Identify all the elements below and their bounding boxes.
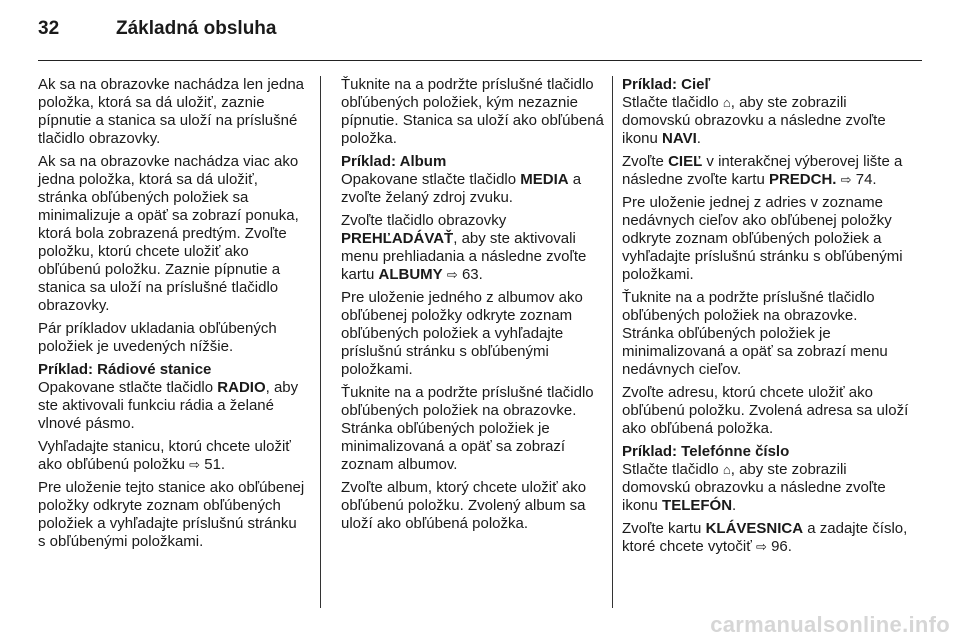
page-reference[interactable]: 96. [771,538,792,555]
text: Vyhľadajte stanicu, ktorú chcete uložiť ako obľúbenú položku [38,438,291,473]
section-heading-album: Príklad: Album [341,153,447,170]
paragraph: Ťuknite na a podržte príslušné tlačidlo obľúbených položiek na obrazovke. Stránka obľúbených položiek je minimalizovaná a opäť sa zobrazí menu nedávnych cieľov. [622,289,888,378]
text: , aby ste zobrazili domovskú obrazovku a následne zvoľte ikonu [622,94,886,147]
paragraph: Ak sa na obrazovke nachádza len jedna položka, ktorá sa dá uložiť, zaznie pípnutie a stanica sa uloží na príslušné tlačidlo obrazovky. [38,76,305,147]
arrow-ref-icon: ⇨ [840,172,852,187]
page-reference[interactable]: 51. [204,456,226,473]
paragraph: Zvoľte adresu, ktorú chcete uložiť ako obľúbenú položku. Zvolená adresa sa uloží ako obľúbená položka. [622,384,909,437]
paragraph [622,153,912,189]
browse-button-label: PREHĽADÁVAŤ [341,230,454,247]
arrow-ref-icon: ⇨ [189,457,201,472]
page-title: Základná obsluha [116,18,277,39]
header-rule [38,60,922,61]
paragraph [38,379,306,433]
text: Stlačte tlačidlo [622,461,723,478]
column-3 [622,76,912,561]
phone-icon-label: TELEFÓN [662,497,733,514]
text: Opakovane stlačte tlačidlo [38,379,218,396]
paragraph [38,438,306,474]
section-heading-destination: Príklad: Cieľ [622,76,711,93]
navi-icon-label: NAVI [662,130,697,147]
paragraph: Pre uloženie jednej z adries v zozname nedávnych cieľov ako obľúbenej položky odkryte zoznam obľúbených položiek a vyhľadajte príslušnú stránku s obľúbenými položkami. [622,194,903,283]
text: Stlačte tlačidlo [622,94,723,111]
home-icon: ⌂ [722,462,731,477]
previous-tab-label: PREDCH. [768,171,837,188]
page-number: 32 [38,18,60,39]
text: . [696,130,701,147]
page-reference[interactable]: 74. [855,171,877,188]
destination-label: CIEĽ [668,153,703,170]
radio-button-label: RADIO [217,379,266,396]
text: Opakovane stlačte tlačidlo [341,171,521,188]
text: a zvoľte želaný zdroj zvuku. [341,171,582,206]
text: , aby ste zobrazili domovskú obrazovku a následne zvoľte ikonu [622,461,886,514]
text: v interakčnej výberovej lište a následne zvoľte kartu [622,153,903,188]
albums-tab-label: ALBUMY [378,266,443,283]
arrow-ref-icon: ⇨ [446,267,458,282]
text: Zvoľte [622,153,669,170]
paragraph: Ťuknite na a podržte príslušné tlačidlo obľúbených položiek na obrazovke. Stránka obľúbených položiek je minimalizovaná a opäť sa zobrazí zoznam albumov. [341,384,594,473]
text: a zadajte číslo, ktoré chcete vytočiť [622,520,908,555]
paragraph: Ťuknite na a podržte príslušné tlačidlo obľúbených položiek, kým nezaznie pípnutie. Stanica sa uloží ako obľúbená položka. [341,76,604,147]
column-divider [320,76,321,608]
text: Zvoľte tlačidlo obrazovky [341,212,507,229]
paragraph: Pre uloženie jedného z albumov ako obľúbenej položky odkryte zoznam obľúbených položiek a vyhľadajte príslušnú stránku s obľúbenými položkami. [341,289,583,378]
paragraph [622,94,912,148]
keypad-tab-label: KLÁVESNICA [705,520,804,537]
section-heading-phone: Príklad: Telefónne číslo [622,443,790,460]
paragraph: Zvoľte album, ktorý chcete uložiť ako obľúbenú položku. Zvolený album sa uloží ako obľúbená položka. [341,479,587,532]
arrow-ref-icon: ⇨ [756,539,767,554]
text: Zvoľte kartu [622,520,706,537]
home-icon: ⌂ [722,95,731,110]
paragraph: Pre uloženie tejto stanice ako obľúbenej položky odkryte zoznam obľúbených položiek a vyhľadajte príslušnú stránku s obľúbenými položkami. [38,479,305,550]
column-1 [38,76,306,556]
paragraph: Pár príkladov ukladania obľúbených položiek je uvedených nížšie. [38,320,277,355]
text: , aby ste aktivovali funkciu rádia a želané vlnové pásmo. [38,379,299,432]
page-reference[interactable]: 63. [461,266,483,283]
column-2 [341,76,609,538]
column-divider [612,76,613,608]
section-heading-radio: Príklad: Rádiové stanice [38,361,212,378]
text: , aby ste aktivovali menu prehliadania a následne zvoľte kartu [341,230,587,283]
paragraph [622,520,912,556]
paragraph [341,212,609,284]
paragraph [341,171,609,207]
page-header [38,18,276,40]
paragraph [622,461,912,515]
text: . [732,497,737,514]
watermark: carmanualsonline.info [710,612,950,637]
media-button-label: MEDIA [520,171,569,188]
paragraph: Ak sa na obrazovke nachádza viac ako jedna položka, ktorá sa dá uložiť, stránka obľúbených položiek sa minimalizuje a opäť sa zobrazí ponuka, ktorá bola zobrazená predtým. Zvoľte položku, ktorú chcete uložiť ako obľúbenú položku. Zaznie pípnutie a stanica sa uloží na príslušné tlačidlo obrazovky. [38,153,299,314]
